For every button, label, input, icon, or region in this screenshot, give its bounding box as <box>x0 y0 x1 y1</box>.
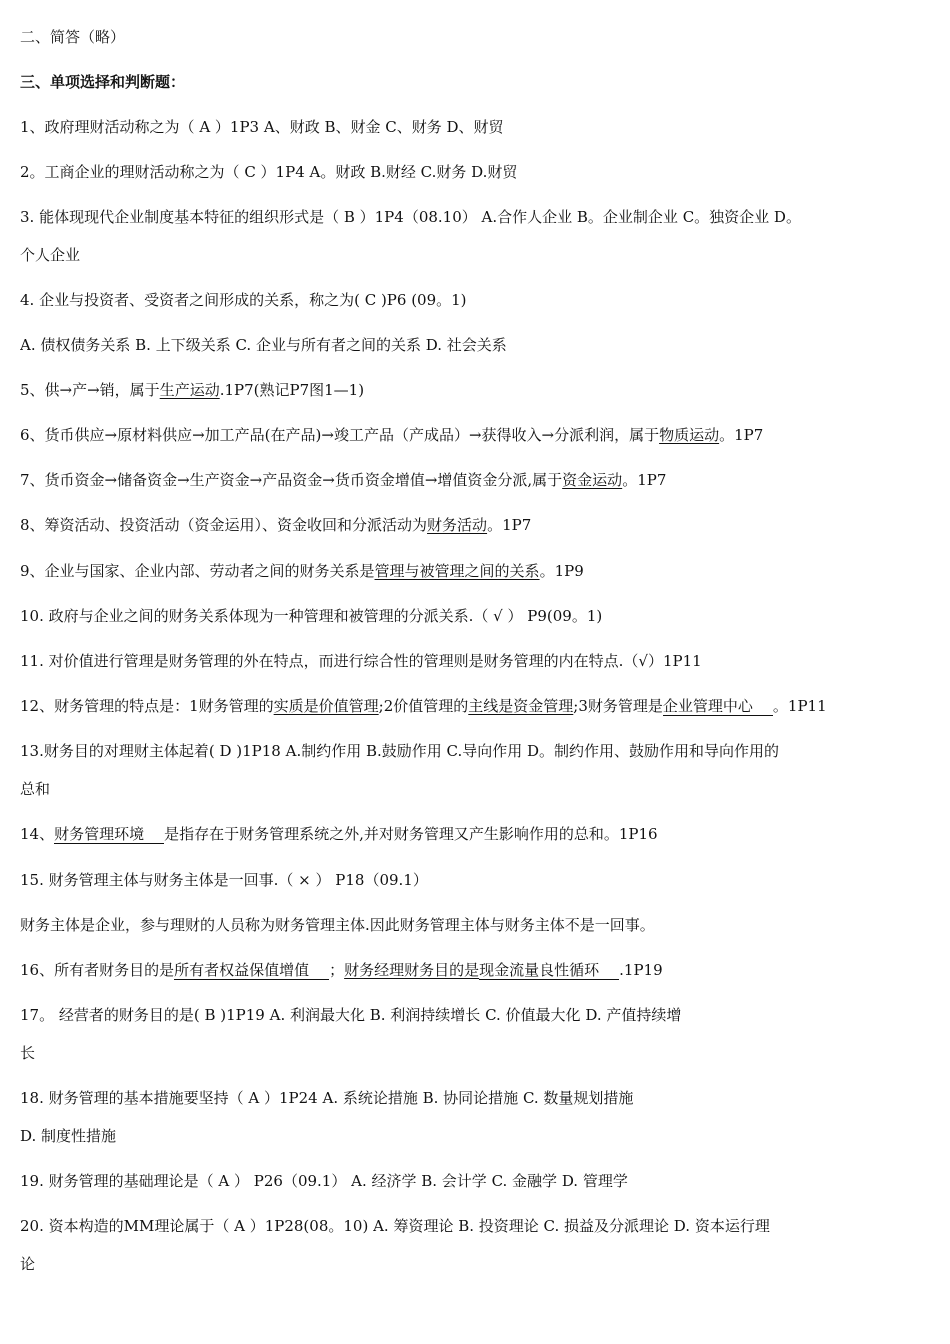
question-20-cont: 论 <box>20 1255 36 1273</box>
question-3-cont: 个人企业 <box>20 246 81 264</box>
question-9 <box>20 561 936 581</box>
q12-answer-2: 主线是资金管理 <box>468 697 574 715</box>
question-16 <box>20 960 936 980</box>
section-heading-choice: 三、单项选择和判断题： <box>20 73 186 91</box>
q5-answer: 生产运动 <box>159 381 220 399</box>
q8-answer: 财务活动 <box>427 516 488 534</box>
q8-text: 8、筹资活动、投资活动（资金运用）、资金收回和分派活动为 <box>20 516 428 534</box>
q9-ref: 。1P9 <box>539 562 584 580</box>
question-15: 15. 财务管理主体与财务主体是一回事.（ × ） P18（09.1） <box>20 871 428 889</box>
question-8 <box>20 515 936 535</box>
q16-answer-1-text: 所有者权益保值增值 <box>174 961 310 979</box>
q16-text-a: 16、所有者财务目的是 <box>20 961 175 979</box>
q12-answer-3-text: 企业管理中心 <box>662 697 753 715</box>
question-4-options: A. 债权债务关系 B. 上下级关系 C. 企业与所有者之间的关系 D. 社会关系 <box>20 336 507 354</box>
q16-text-underlined: 财务经理财务目的是 <box>344 961 480 979</box>
q6-ref: 。1P7 <box>719 426 764 444</box>
q14-answer-text: 财务管理环境 <box>54 825 145 843</box>
question-4: 4. 企业与投资者、受资者之间形成的关系，称之为( C )P6 (09。1) <box>20 291 467 309</box>
q16-answer-2 <box>479 961 619 980</box>
q12-answer-3 <box>663 697 773 716</box>
question-6 <box>20 425 936 445</box>
question-7 <box>20 470 936 490</box>
q9-text: 9、企业与国家、企业内部、劳动者之间的财务关系是 <box>20 562 375 580</box>
q16-answer-2-text: 现金流量良性循环 <box>479 961 600 979</box>
question-17-cont: 长 <box>20 1044 36 1062</box>
question-2: 2。工商企业的理财活动称之为（ C ）1P4 A。财政 B.财经 C.财务 D.财贸 <box>20 163 518 181</box>
q5-ref: .1P7(熟记P7图1—1) <box>219 381 365 399</box>
question-18-cont: D. 制度性措施 <box>20 1127 117 1145</box>
q16-ref: .1P19 <box>619 961 663 979</box>
question-10: 10. 政府与企业之间的财务关系体现为一种管理和被管理的分派关系.（ √ ） P9(09。1) <box>20 607 603 625</box>
q12-ref: 。1P11 <box>772 697 827 715</box>
q9-answer: 管理与被管理之间的关系 <box>374 562 540 580</box>
q6-text: 6、货币供应→原材料供应→加工产品(在产品)→竣工产品（产成品）→获得收入→分派利润，属于 <box>20 426 660 444</box>
question-15-explanation: 财务主体是企业，参与理财的人员称为财务管理主体.因此财务管理主体与财务主体不是一回事。 <box>20 916 655 934</box>
question-19: 19. 财务管理的基础理论是（ A ） P26（09.1） A. 经济学 B. 会计学 C. 金融学 D. 管理学 <box>20 1172 628 1190</box>
question-13: 13.财务目的对理财主体起着( D )1P18 A.制约作用 B.鼓励作用 C.导向作用 D。制约作用、鼓励作用和导向作用的 <box>20 742 780 760</box>
q6-answer: 物质运动 <box>659 426 720 444</box>
question-12 <box>20 696 936 716</box>
question-17: 17。 经营者的财务目的是( B )1P19 A. 利润最大化 B. 利润持续增长 C. 价值最大化 D. 产值持续增 <box>20 1006 682 1024</box>
question-18: 18. 财务管理的基本措施要坚持（ A ）1P24 A. 系统论措施 B. 协同论措施 C. 数量规划措施 <box>20 1089 634 1107</box>
q12-answer-1: 实质是价值管理 <box>273 697 379 715</box>
q16-answer-1 <box>174 961 329 980</box>
q12-text-b: ;2价值管理的 <box>378 697 469 715</box>
question-1: 1、政府理财活动称之为（ A ）1P3 A、财政 B、财金 C、财务 D、财贸 <box>20 118 504 136</box>
question-5 <box>20 380 936 400</box>
q16-text-b: ； <box>329 961 345 979</box>
question-11: 11. 对价值进行管理是财务管理的外在特点，而进行综合性的管理则是财务管理的内在特点.（√）1P11 <box>20 652 702 670</box>
question-14 <box>20 824 936 844</box>
section-heading-short-answer: 二、简答（略） <box>20 28 126 46</box>
q7-ref: 。1P7 <box>622 471 667 489</box>
question-20: 20. 资本构造的MM理论属于（ A ）1P28(08。10) A. 筹资理论 B. 投资理论 C. 损益及分派理论 D. 资本运行理 <box>20 1217 770 1235</box>
q7-answer: 资金运动 <box>562 471 623 489</box>
q14-text: 是指存在于财务管理系统之外,并对财务管理又产生影响作用的总和。1P16 <box>164 825 658 843</box>
q7-text: 7、货币资金→储备资金→生产资金→产品资金→货币资金增值→增值资金分派,属于 <box>20 471 563 489</box>
q14-num: 14、 <box>20 825 55 843</box>
question-13-cont: 总和 <box>20 780 51 798</box>
q5-text: 5、供→产→销，属于 <box>20 381 160 399</box>
q8-ref: 。1P7 <box>487 516 532 534</box>
question-3: 3. 能体现现代企业制度基本特征的组织形式是（ B ）1P4（08.10） A.合作人企业 B。企业制企业 C。独资企业 D。 <box>20 208 801 226</box>
q14-answer <box>54 825 164 844</box>
q12-text-a: 12、财务管理的特点是：1财务管理的 <box>20 697 274 715</box>
q12-text-c: ;3财务管理是 <box>573 697 663 715</box>
